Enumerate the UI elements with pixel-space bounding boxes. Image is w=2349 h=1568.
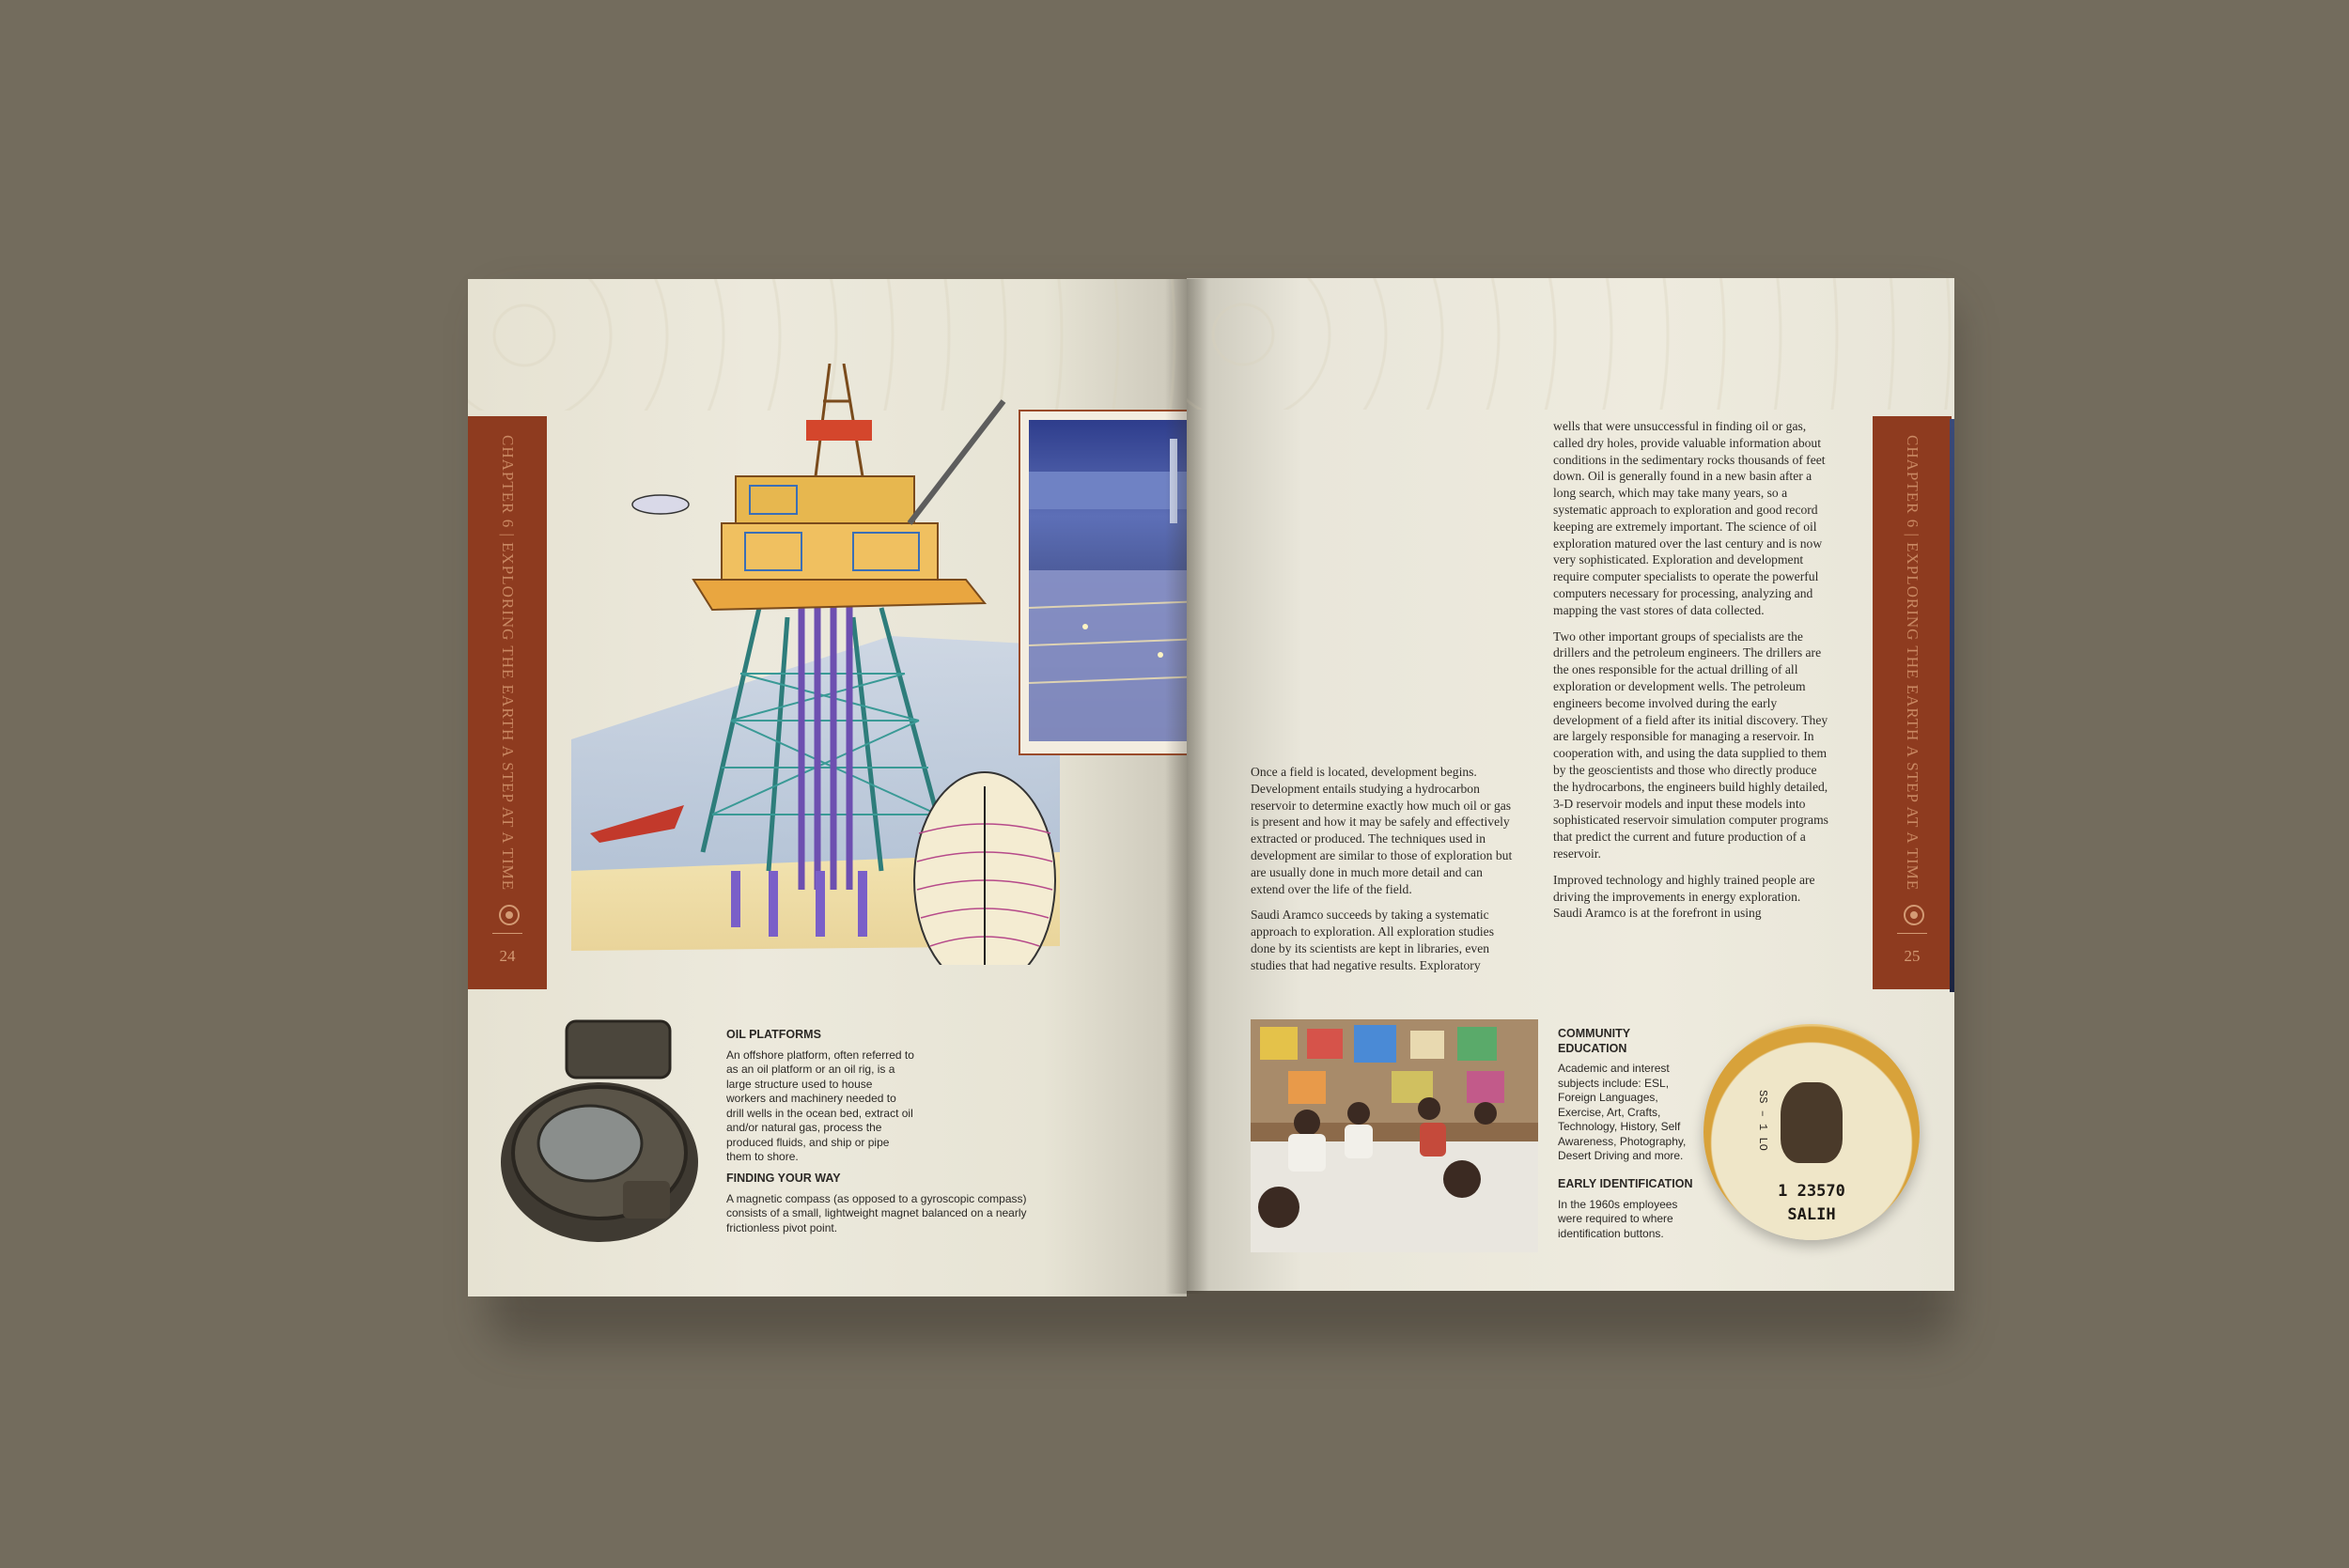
page-number: 25 xyxy=(1904,947,1921,965)
id-button-photo xyxy=(1703,1024,1920,1240)
rosette-icon xyxy=(499,905,520,925)
paragraph: Two other important groups of specialists are the drillers and the petroleum engineers. The drillers are the ones responsible for the actual drilling of all exploration or development wells. The petroleum engineers become involved during the early development of a field after its initial discovery. They are largely responsible for managing a reservoir. In cooperation with, and using the data supplied to them by the geoscientists and those who directly produce the hydrocarbons, the engineers build highly detailed, 3-D reservoir models and input these models into sophisticated reservoir simulation computer programs that predict the current and future production of a reservoir. xyxy=(1553,629,1828,861)
portrait xyxy=(1781,1082,1843,1163)
paragraph: Saudi Aramco succeeds by taking a systematic approach to exploration. All exploration studies done by its scientists are kept in libraries, even studies that had negative results. Exploratory xyxy=(1251,908,1494,972)
badge-code: SS – 1 LO xyxy=(1756,1090,1769,1151)
caption-heading: OIL PLATFORMS xyxy=(726,1028,821,1041)
chapter-ribbon-right xyxy=(1873,416,1952,989)
page-number: 24 xyxy=(499,947,516,965)
caption-community-education xyxy=(1558,1027,1699,1173)
body-column-1 xyxy=(1251,764,1516,984)
caption-heading: COMMUNITY EDUCATION xyxy=(1558,1027,1630,1055)
caption-text: Academic and interest subjects include: ESL, Foreign Languages, Exercise, Art, Crafts, Technology, History, Self Awareness, Photography, Desert Driving and more. xyxy=(1558,1062,1687,1162)
classroom-photo xyxy=(1251,1019,1538,1252)
chapter-ribbon-left xyxy=(468,416,547,989)
page-edge-photo xyxy=(1950,419,1954,992)
caption-heading: FINDING YOUR WAY xyxy=(726,1172,841,1185)
body-column-2 xyxy=(1553,418,1829,931)
badge-name: SALIH xyxy=(1787,1205,1836,1224)
caption-text: In the 1960s employees were required to where identification buttons. xyxy=(1558,1197,1678,1240)
paragraph: wells that were unsuccessful in finding oil or gas, called dry holes, provide valuable information about conditions in the sedimentary rocks thousands of feet down. Oil is generally found in a new basin after a long search, which may take many years, so a systematic approach to exploration and good record keeping are extremely important. The science of oil exploration matured over the last century and is now very sophisticated. Exploration and development require computer specialists to operate the powerful computers necessary for processing, analyzing and mapping the vast stores of data collected. xyxy=(1553,419,1826,617)
caption-finding-your-way xyxy=(726,1172,1036,1245)
compass-photo xyxy=(491,1012,708,1265)
right-page xyxy=(1187,278,1954,1291)
paragraph: Improved technology and highly trained people are driving the improvements in energy exploration. Saudi Aramco is at the forefront in using xyxy=(1553,872,1815,921)
caption-text: An offshore platform, often referred to as an oil platform or an oil rig, is a large structure used to house workers and machinery needed to drill wells in the ocean bed, extract oil and/or natural gas, process the produced fluids, and ship or pipe them to shore. xyxy=(726,1048,914,1163)
decorative-pattern xyxy=(1187,278,1954,410)
divider xyxy=(1897,933,1927,934)
badge-number: 1 23570 xyxy=(1778,1182,1845,1201)
rosette-icon xyxy=(1904,905,1924,925)
caption-text: A magnetic compass (as opposed to a gyroscopic compass) consists of a small, lightweight magnet balanced on a nearly frictionless pivot point. xyxy=(726,1191,1027,1234)
caption-oil-platforms xyxy=(726,1028,914,1174)
chapter-title: CHAPTER 6 | EXPLORING THE EARTH A STEP AT A TIME xyxy=(499,435,517,892)
chapter-title: CHAPTER 6 | EXPLORING THE EARTH A STEP AT A TIME xyxy=(1904,435,1921,892)
caption-early-identification xyxy=(1558,1177,1699,1250)
paragraph: Once a field is located, development begins. Development entails studying a hydrocarbon reservoir to determine exactly how much oil or gas is present and how it may be safely and effectively extracted or produced. The techniques used in development are similar to those of exploration but are usually done in much more detail and can extend over the life of the field. xyxy=(1251,765,1513,896)
caption-heading: EARLY IDENTIFICATION xyxy=(1558,1177,1693,1190)
divider xyxy=(492,933,522,934)
